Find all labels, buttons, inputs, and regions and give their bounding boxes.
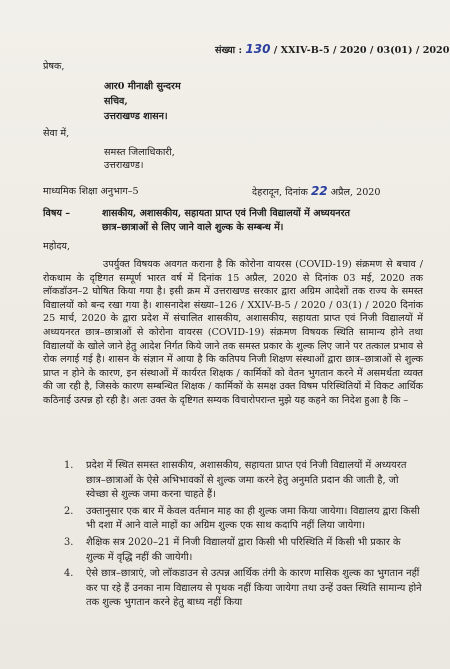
list-item-number: 1. xyxy=(64,460,74,471)
section-name: माध्यमिक शिक्षा अनुभाग–5 xyxy=(43,186,139,197)
recipient-line1: समस्त जिलाधिकारी, xyxy=(104,147,175,158)
date-day-handwritten: 22 xyxy=(310,184,328,198)
list-item xyxy=(64,505,422,534)
sender-name: आर0 मीनाक्षी सुन्दरम xyxy=(104,81,181,92)
subject-label: विषय – xyxy=(43,208,71,219)
instruction-list xyxy=(64,459,422,613)
sender-government: उत्तराखण्ड शासन। xyxy=(104,111,168,122)
list-item-text: शैक्षिक सत्र 2020–21 में निजी विद्यालयों द्वारा किसी भी परिस्थिति में किसी भी प्रकार के शुल्क में वृद्धि नहीं की जायेगी। xyxy=(86,536,401,563)
subject-line2: छात्र–छात्राओं से लिए जाने वाले शुल्क के सम्बन्ध में। xyxy=(102,222,284,233)
list-item xyxy=(64,536,422,565)
list-item-text: उक्तानुसार एक बार में केवल वर्तमान माह का ही शुल्क जमा किया जायेगा। विद्यालय द्वारा किसी भी दशा में आने वाले माहों का अग्रिम शुल्क एक साथ कदापि नहीं लिया जायेगा। xyxy=(86,505,420,532)
list-item-text: प्रदेश में स्थित समस्त शासकीय, अशासकीय, सहायता प्राप्त एवं निजी विद्यालयों में अध्ययरत छात्र–छात्राओं के ऐसे अभिभावकों से शुल्क जमा करने हेतु अनुमति प्रदान की जाती है, जो स्वेच्छा से शुल्क जमा करना चाहते हैं। xyxy=(86,460,407,501)
list-item xyxy=(64,567,422,611)
letter-date xyxy=(252,185,381,199)
ref-suffix: / XXIV-B-5 / 2020 / 03(01) / 2020 xyxy=(273,45,450,56)
list-item xyxy=(64,459,422,503)
sender-label: प्रेषक, xyxy=(43,61,65,72)
list-item-number: 4. xyxy=(64,568,74,580)
sender-designation: सचिव, xyxy=(104,96,128,107)
body-paragraph-text: उपर्युक्त विषयक अवगत कराना है कि कोरोना वायरस (COVID-19) संक्रमण से बचाव / रोकथाम के दृष्टिगत सम्पूर्ण भारत वर्ष में दिनांक 15 अप्रैल, 2020 से दिनांक 03 मई, 2020 तक लॉकडॉउन–2 घोषित किया गया है। इसी क्रम में उत्तराखण्ड सरकार द्वारा अग्रिम आदेशों तक राज्य के समस्त विद्यालयों को बन्द रखा गया है। शासनादेश संख्या–126 / XXIV-B-5 / 2020 / 03(1) / 2020 दिनांक 25 मार्च, 2020 के द्वारा प्रदेश में संचालित शासकीय, अशासकीय, सहायता प्राप्त एवं निजी विद्यालयों में अध्ययनरत छात्र–छात्राओं से कोरोना वायरस (COVID-19) संक्रमण विषयक स्थिति सामान्य होने तथा विद्यालयों के खोले जाने हेतु आदेश निर्गत किये जाने तक समस्त प्रकार के शुल्क लिए जाने पर तत्काल प्रभाव से रोक लगाई गई है। शासन के संज्ञान में आया है कि कतिपय निजी शिक्षण संस्थाओं द्वारा छात्र–छात्राओं से शुल्क प्राप्त न होने के कारण, इन संस्थाओं में कार्यरत शिक्षक / कार्मिकों को वेतन भुगतान करने में असमर्थता व्यक्त की जा रही है, जिसके कारण सम्बन्धित शिक्षक / कार्मिकों के समक्ष उक्त विषम परिस्थितियों में विकट आर्थिक कठिनाई उत्पन्न हो रही है। अतः उक्त के दृष्टिगत सम्यक विचारोपरान्त मुझे यह कहने का निदेश हुआ है कि – xyxy=(43,259,423,406)
subject-line1: शासकीय, अशासकीय, सहायता प्राप्त एवं निजी विद्यालयों में अध्ययनरत xyxy=(102,208,350,219)
body-paragraph xyxy=(43,258,423,408)
reference-number xyxy=(215,43,449,57)
date-month-year: अप्रैल, 2020 xyxy=(330,187,381,198)
ref-prefix: संख्या : xyxy=(215,45,243,56)
salutation: महोदय, xyxy=(43,241,71,252)
list-item-number: 3. xyxy=(64,536,74,548)
recipient-label: सेवा में, xyxy=(43,128,70,139)
ref-handwritten-number: 130 xyxy=(245,42,271,56)
date-place: देहरादून, दिनांक xyxy=(252,187,308,198)
recipient-line2: उत्तराखण्ड। xyxy=(104,160,144,171)
list-item-text: ऐसे छात्र–छात्राएं, जो लॉकडाउन से उत्पन्न आर्थिक तंगी के कारण मासिक शुल्क का भुगतान नहीं कर पा रहे हैं उनका नाम विद्यालय से पृथक नहीं किया जायेगा तथा उन्हें उक्त स्थिति सामान्य होने तक शुल्क भुगतान करने हेतु बाध्य नहीं किया xyxy=(86,568,422,609)
list-item-number: 2. xyxy=(64,505,74,517)
